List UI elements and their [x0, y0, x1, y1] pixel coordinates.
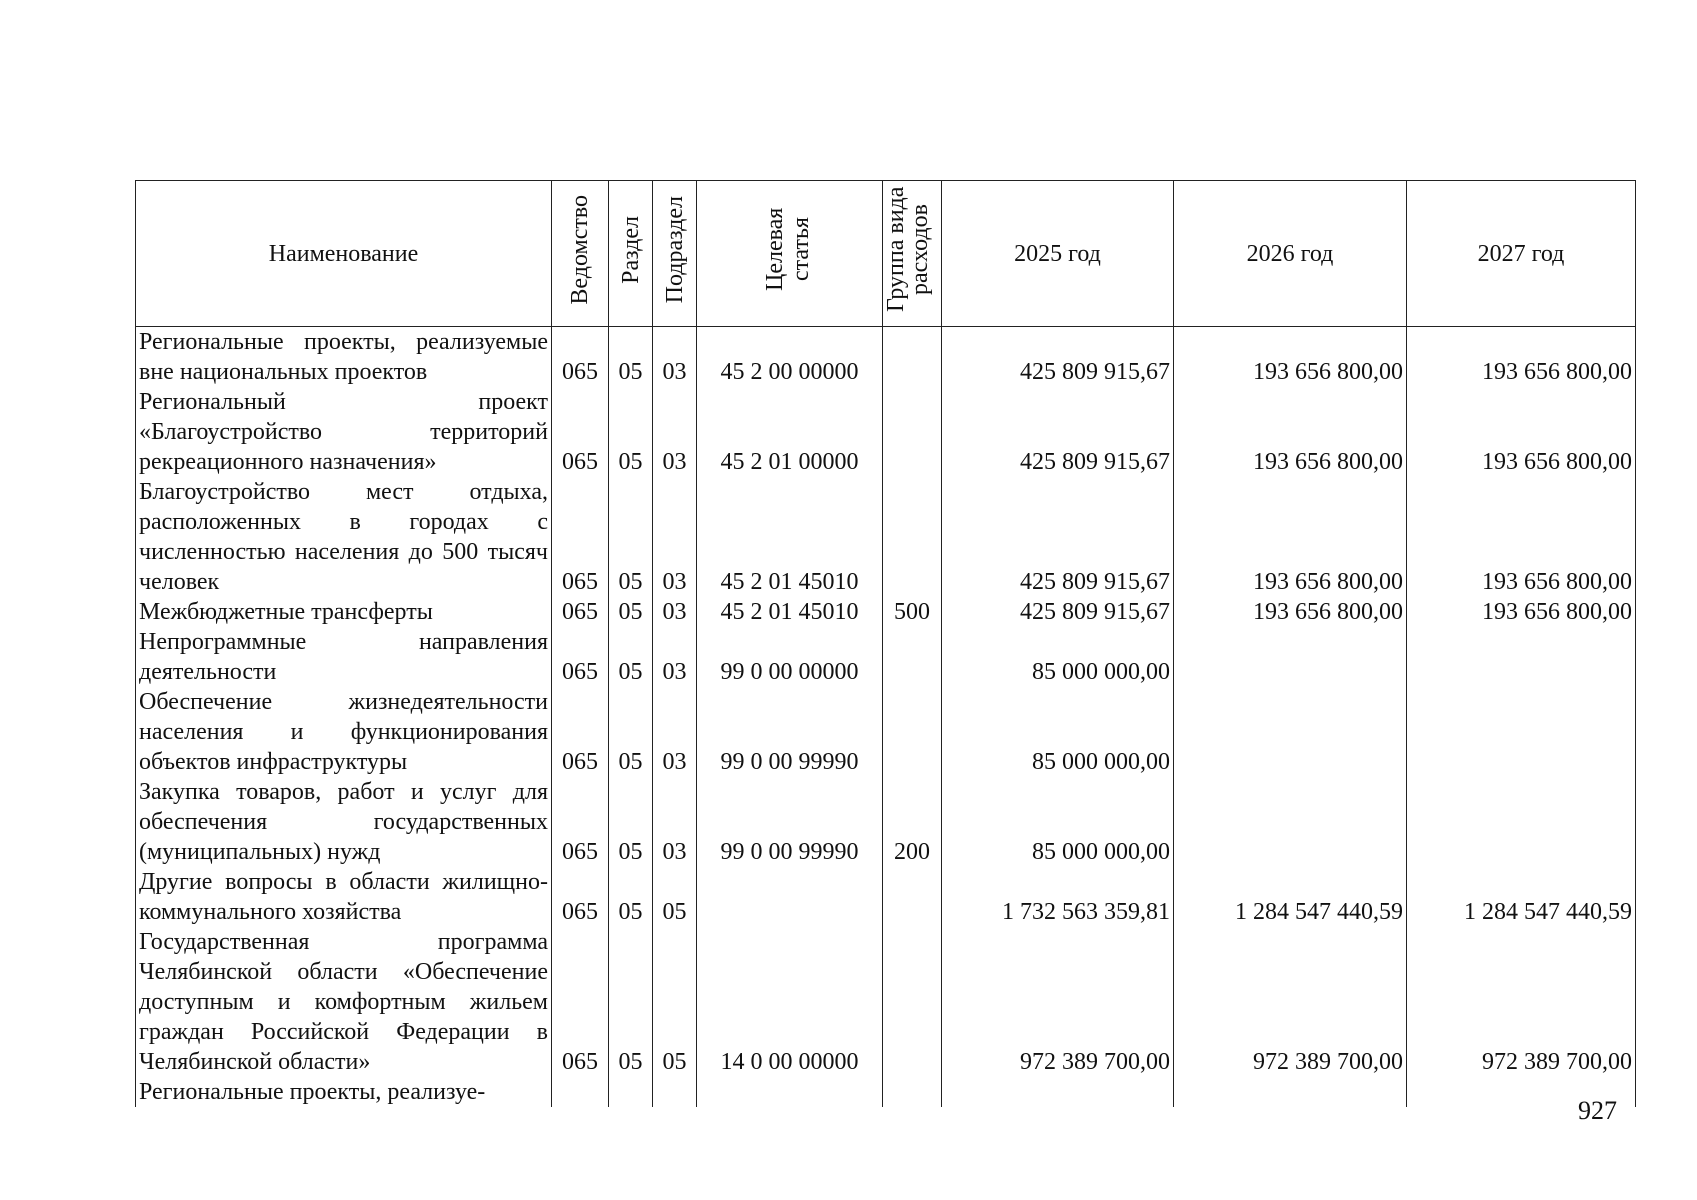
podrazdel-cell: 03 [653, 597, 697, 627]
podrazdel-cell [653, 1077, 697, 1107]
amount-2027-cell [1407, 687, 1636, 777]
amount-2026-cell [1174, 1077, 1407, 1107]
amount-2026-cell: 193 656 800,00 [1174, 477, 1407, 597]
celevaya-statya-cell: 45 2 01 00000 [697, 387, 883, 477]
amount-2025-cell: 972 389 700,00 [942, 927, 1174, 1077]
celevaya-statya-cell: 45 2 01 45010 [697, 597, 883, 627]
podrazdel-cell: 03 [653, 687, 697, 777]
gruppa-vida-cell [883, 687, 942, 777]
podrazdel-cell: 03 [653, 477, 697, 597]
amount-2025-cell: 85 000 000,00 [942, 777, 1174, 867]
celevaya-statya-cell: 99 0 00 99990 [697, 777, 883, 867]
table-row [136, 387, 1636, 477]
amount-2025-cell: 425 809 915,67 [942, 387, 1174, 477]
vedomstvo-cell: 065 [552, 597, 609, 627]
amount-2026-cell [1174, 627, 1407, 687]
gruppa-vida-cell [883, 1077, 942, 1107]
amount-2026-cell: 972 389 700,00 [1174, 927, 1407, 1077]
razdel-cell: 05 [609, 777, 653, 867]
amount-2025-cell: 85 000 000,00 [942, 687, 1174, 777]
budget-table [135, 180, 1636, 1107]
celevaya-statya-cell: 14 0 00 00000 [697, 927, 883, 1077]
amount-2026-cell: 193 656 800,00 [1174, 387, 1407, 477]
podrazdel-cell: 03 [653, 387, 697, 477]
amount-2026-cell: 1 284 547 440,59 [1174, 867, 1407, 927]
vedomstvo-cell: 065 [552, 477, 609, 597]
header-podrazdel: Подраздел [653, 181, 697, 327]
gruppa-vida-cell [883, 477, 942, 597]
razdel-cell: 05 [609, 927, 653, 1077]
amount-2026-cell: 193 656 800,00 [1174, 597, 1407, 627]
header-2025: 2025 год [942, 181, 1174, 327]
razdel-cell [609, 1077, 653, 1107]
vedomstvo-cell: 065 [552, 687, 609, 777]
celevaya-statya-cell: 45 2 00 00000 [697, 327, 883, 388]
razdel-cell: 05 [609, 597, 653, 627]
amount-2025-cell: 85 000 000,00 [942, 627, 1174, 687]
vedomstvo-cell: 065 [552, 777, 609, 867]
vedomstvo-cell: 065 [552, 927, 609, 1077]
celevaya-statya-cell: 99 0 00 00000 [697, 627, 883, 687]
razdel-cell: 05 [609, 867, 653, 927]
gruppa-vida-cell [883, 387, 942, 477]
table-row [136, 867, 1636, 927]
vedomstvo-cell: 065 [552, 627, 609, 687]
gruppa-vida-cell [883, 867, 942, 927]
celevaya-statya-cell: 45 2 01 45010 [697, 477, 883, 597]
celevaya-statya-cell [697, 1077, 883, 1107]
razdel-cell: 05 [609, 627, 653, 687]
page-number: 927 [1578, 1096, 1617, 1125]
celevaya-statya-cell: 99 0 00 99990 [697, 687, 883, 777]
row-name-cell: Региональный проект «Благоустройство территорий рекреационного назначения» [136, 387, 552, 477]
gruppa-vida-cell [883, 627, 942, 687]
amount-2026-cell: 193 656 800,00 [1174, 327, 1407, 388]
header-gruppa: Группа вида расходов [883, 181, 942, 327]
amount-2025-cell [942, 1077, 1174, 1107]
amount-2027-cell: 193 656 800,00 [1407, 477, 1636, 597]
amount-2027-cell: 1 284 547 440,59 [1407, 867, 1636, 927]
table-row [136, 927, 1636, 1077]
header-razdel: Раздел [609, 181, 653, 327]
vedomstvo-cell: 065 [552, 867, 609, 927]
amount-2027-cell: 193 656 800,00 [1407, 327, 1636, 388]
razdel-cell: 05 [609, 687, 653, 777]
amount-2027-cell: 193 656 800,00 [1407, 387, 1636, 477]
amount-2025-cell: 425 809 915,67 [942, 597, 1174, 627]
header-celevaya: Целевая статья [697, 181, 883, 327]
table-row [136, 687, 1636, 777]
table-row [136, 627, 1636, 687]
header-2027: 2027 год [1407, 181, 1636, 327]
row-name-cell: Обеспечение жизнедеятельности населения и функционирования объектов инфраструктуры [136, 687, 552, 777]
table-row [136, 477, 1636, 597]
razdel-cell: 05 [609, 387, 653, 477]
podrazdel-cell: 03 [653, 777, 697, 867]
vedomstvo-cell [552, 1077, 609, 1107]
table-row [136, 327, 1636, 388]
amount-2025-cell: 425 809 915,67 [942, 327, 1174, 388]
vedomstvo-cell: 065 [552, 327, 609, 388]
podrazdel-cell: 03 [653, 327, 697, 388]
row-name-cell: Государственная программа Челябинской области «Обеспечение доступным и комфортным жильем граждан Российской Федерации в Челябинской области» [136, 927, 552, 1077]
podrazdel-cell: 05 [653, 867, 697, 927]
amount-2025-cell: 425 809 915,67 [942, 477, 1174, 597]
amount-2027-cell: 972 389 700,00 [1407, 927, 1636, 1077]
row-name-cell: Региональные проекты, реализуемые вне национальных проектов [136, 327, 552, 388]
row-name-cell: Региональные проекты, реализуе- [136, 1077, 552, 1107]
celevaya-statya-cell [697, 867, 883, 927]
amount-2027-cell [1407, 627, 1636, 687]
table-body [136, 327, 1636, 1108]
row-name-cell: Межбюджетные трансферты [136, 597, 552, 627]
amount-2026-cell [1174, 687, 1407, 777]
vedomstvo-cell: 065 [552, 387, 609, 477]
gruppa-vida-cell [883, 927, 942, 1077]
gruppa-vida-cell: 500 [883, 597, 942, 627]
row-name-cell: Непрограммные направления деятельности [136, 627, 552, 687]
row-name-cell: Благоустройство мест отдыха, расположенных в городах с численностью населения до 500 тысяч человек [136, 477, 552, 597]
amount-2025-cell: 1 732 563 359,81 [942, 867, 1174, 927]
podrazdel-cell: 05 [653, 927, 697, 1077]
row-name-cell: Другие вопросы в области жилищно-коммунального хозяйства [136, 867, 552, 927]
podrazdel-cell: 03 [653, 627, 697, 687]
razdel-cell: 05 [609, 327, 653, 388]
table-row [136, 597, 1636, 627]
amount-2027-cell [1407, 777, 1636, 867]
row-name-cell: Закупка товаров, работ и услуг для обеспечения государственных (муниципальных) нужд [136, 777, 552, 867]
razdel-cell: 05 [609, 477, 653, 597]
header-2026: 2026 год [1174, 181, 1407, 327]
gruppa-vida-cell [883, 327, 942, 388]
table-row [136, 777, 1636, 867]
header-vedomstvo: Ведомство [552, 181, 609, 327]
table-row [136, 1077, 1636, 1107]
amount-2026-cell [1174, 777, 1407, 867]
amount-2027-cell: 193 656 800,00 [1407, 597, 1636, 627]
table-header [136, 181, 1636, 327]
gruppa-vida-cell: 200 [883, 777, 942, 867]
header-name: Наименование [136, 181, 552, 327]
